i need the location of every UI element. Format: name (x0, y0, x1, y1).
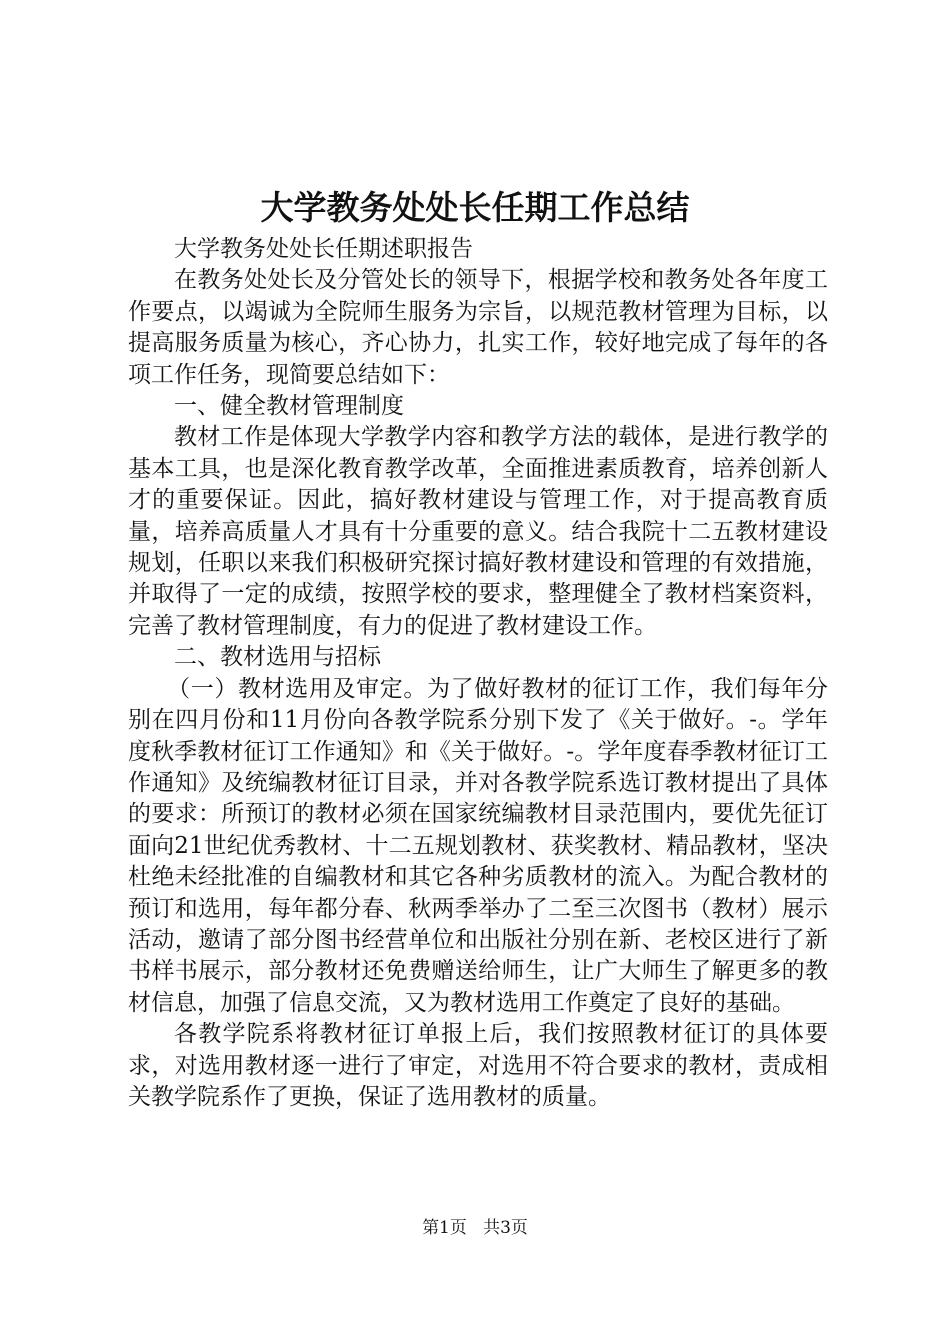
page-footer (0, 1216, 950, 1240)
page-separator (472, 1218, 477, 1238)
section-heading-1: 一、健全教材管理制度 (174, 393, 404, 420)
section-1-paragraph: 教材工作是体现大学教学内容和教学方法的载体，是进行教学的基本工具，也是深化教育教学改革，全面推进素质教育，培养创新人才的重要保证。因此，搞好教材建设与管理工作，对于提高教育质量，培养高质量人才具有十分重要的意义。结合我院十二五教材建设规划，任职以来我们积极研究探讨搞好教材建设和管理的有效措施，并取得了一定的成绩，按照学校的要求，整理健全了教材档案资料，完善了教材管理制度，有力的促进了教材建设工作。 (128, 424, 828, 639)
document-title: 大学教务处处长任期工作总结 (260, 188, 690, 227)
review-paragraph: 各教学院系将教材征订单报上后，我们按照教材征订的具体要求，对选用教材逐一进行了审定，对选用不符合要求的教材，责成相关教学院系作了更换，保证了选用教材的质量。 (128, 1021, 828, 1110)
document-body (128, 234, 828, 1113)
subsection-1-paragraph: （一）教材选用及审定。为了做好教材的征订工作，我们每年分别在四月份和11月份向各教学院系分别下发了《关于做好。-。学年度秋季教材征订工作通知》和《关于做好。-。学年度春季教材征订工作通知》及统编教材征订目录，并对各教学院系选订教材提出了具体的要求：所预订的教材必须在国家统编教材目录范围内，要优先征订面向21世纪优秀教材、十二五规划教材、获奖教材、精品教材，坚决杜绝未经批准的自编教材和其它各种劣质教材的流入。为配合教材的预订和选用，每年都分春、秋两季举办了二至三次图书（教材）展示活动，邀请了部分图书经营单位和出版社分别在新、老校区进行了新书样书展示，部分教材还免费赠送给师生，让广大师生了解更多的教材信息，加强了信息交流，又为教材选用工作奠定了良好的基础。 (128, 675, 828, 1016)
page-number: 第1页 (422, 1218, 467, 1238)
report-subtitle: 大学教务处处长任期述职报告 (174, 236, 473, 262)
section-heading-2: 二、教材选用与招标 (174, 644, 381, 671)
total-pages: 共3页 (483, 1218, 528, 1238)
intro-paragraph: 在教务处处长及分管处长的领导下，根据学校和教务处各年度工作要点，以竭诚为全院师生服务为宗旨，以规范教材管理为目标，以提高服务质量为核心，齐心协力，扎实工作，较好地完成了每年的各项工作任务，现简要总结如下： (128, 267, 828, 388)
